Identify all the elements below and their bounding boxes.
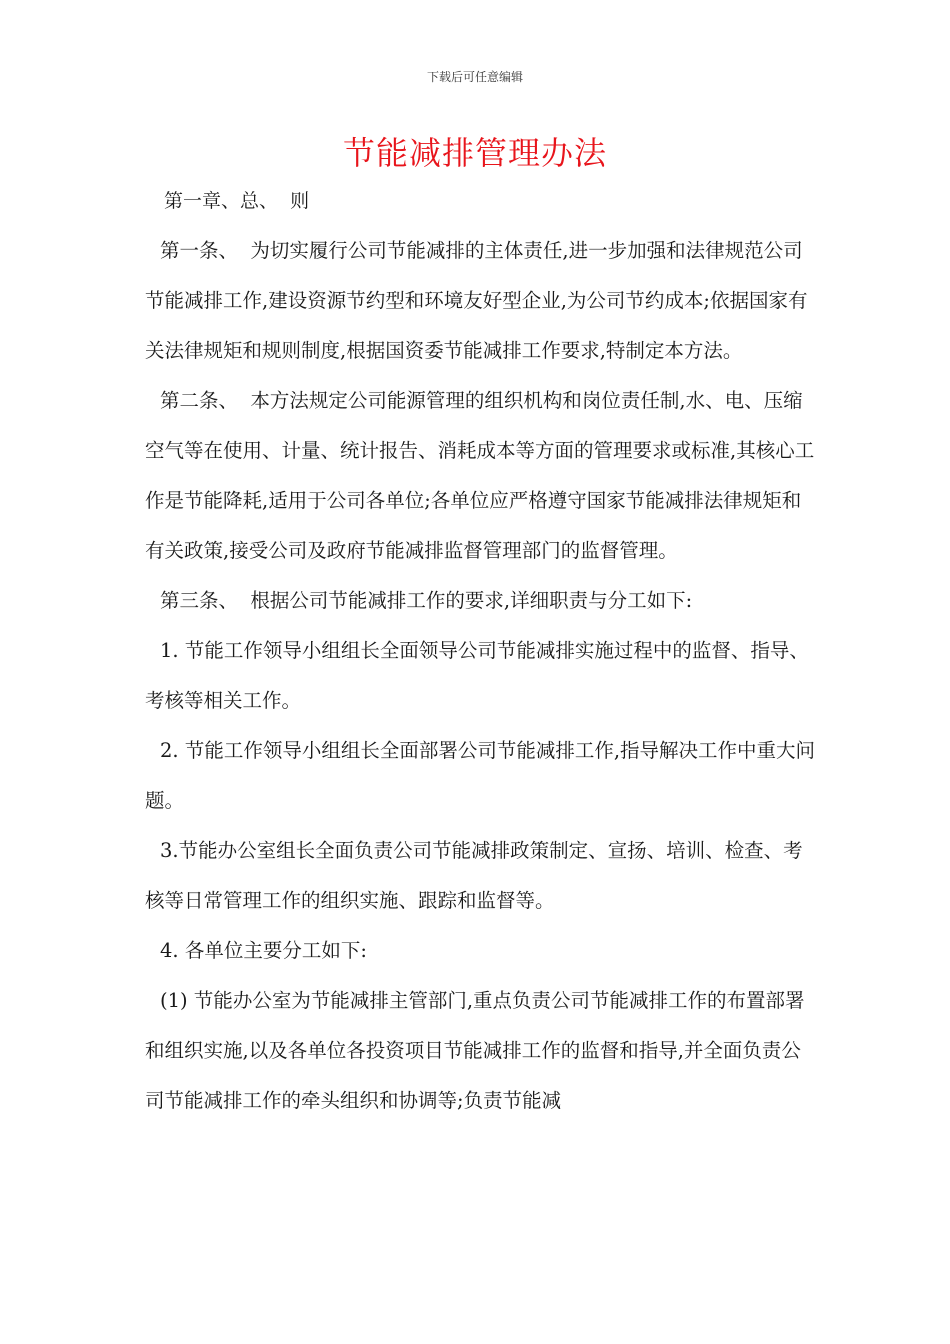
list-number: 2. xyxy=(160,739,185,762)
header-note: 下载后可任意编辑 xyxy=(426,70,523,84)
list-item-3 xyxy=(145,826,815,926)
list-number: 1. xyxy=(160,639,185,662)
document-body xyxy=(145,226,815,1126)
list-number: 3. xyxy=(160,839,179,862)
list-number: 4. xyxy=(160,939,185,962)
paragraph-text: 根据公司节能减排工作的要求,详细职责与分工如下: xyxy=(250,589,693,612)
paragraph-label: 第二条、 xyxy=(160,389,251,412)
list-text: 节能工作领导小组组长全面领导公司节能减排实施过程中的监督、指导、考核等相关工作。 xyxy=(145,639,809,712)
article-3 xyxy=(145,576,815,626)
sub-item-1 xyxy=(145,976,815,1126)
paragraph-text: 为切实履行公司节能减排的主体责任,进一步加强和法律规范公司节能减排工作,建设资源节约型和环境友好型企业,为公司节约成本;依据国家有关法律规矩和规则制度,根据国资委节能减排工作要求,特制定本方法。 xyxy=(145,239,808,362)
list-item-2 xyxy=(145,726,815,826)
paragraph-label: 第三条、 xyxy=(160,589,251,612)
paragraph-label: 第一条、 xyxy=(160,239,251,262)
list-text: 节能工作领导小组组长全面部署公司节能减排工作,指导解决工作中重大问题。 xyxy=(145,739,816,812)
sub-item-number: (1) xyxy=(160,989,194,1012)
article-2 xyxy=(145,376,815,576)
list-item-4 xyxy=(145,926,815,976)
article-1 xyxy=(145,226,815,376)
paragraph-text: 本方法规定公司能源管理的组织机构和岗位责任制,水、电、压缩空气等在使用、计量、统计报告、消耗成本等方面的管理要求或标准,其核心工作是节能降耗,适用于公司各单位;各单位应严格遵守国家节能减排法律规矩和有关政策,接受公司及政府节能减排监督管理部门的监督管理。 xyxy=(145,389,815,562)
list-item-1 xyxy=(145,626,815,726)
chapter-heading: 第一章、总、 则 xyxy=(164,190,310,212)
document-title: 节能减排管理办法 xyxy=(342,134,607,172)
list-text: 节能办公室组长全面负责公司节能减排政策制定、宣扬、培训、检查、考核等日常管理工作的组织实施、跟踪和监督等。 xyxy=(145,839,803,912)
sub-item-text: 节能办公室为节能减排主管部门,重点负责公司节能减排工作的布置部署和组织实施,以及各单位各投资项目节能减排工作的监督和指导,并全面负责公司节能减排工作的牵头组织和协调等;负责节能减 xyxy=(145,989,805,1112)
list-text: 各单位主要分工如下: xyxy=(184,939,367,962)
